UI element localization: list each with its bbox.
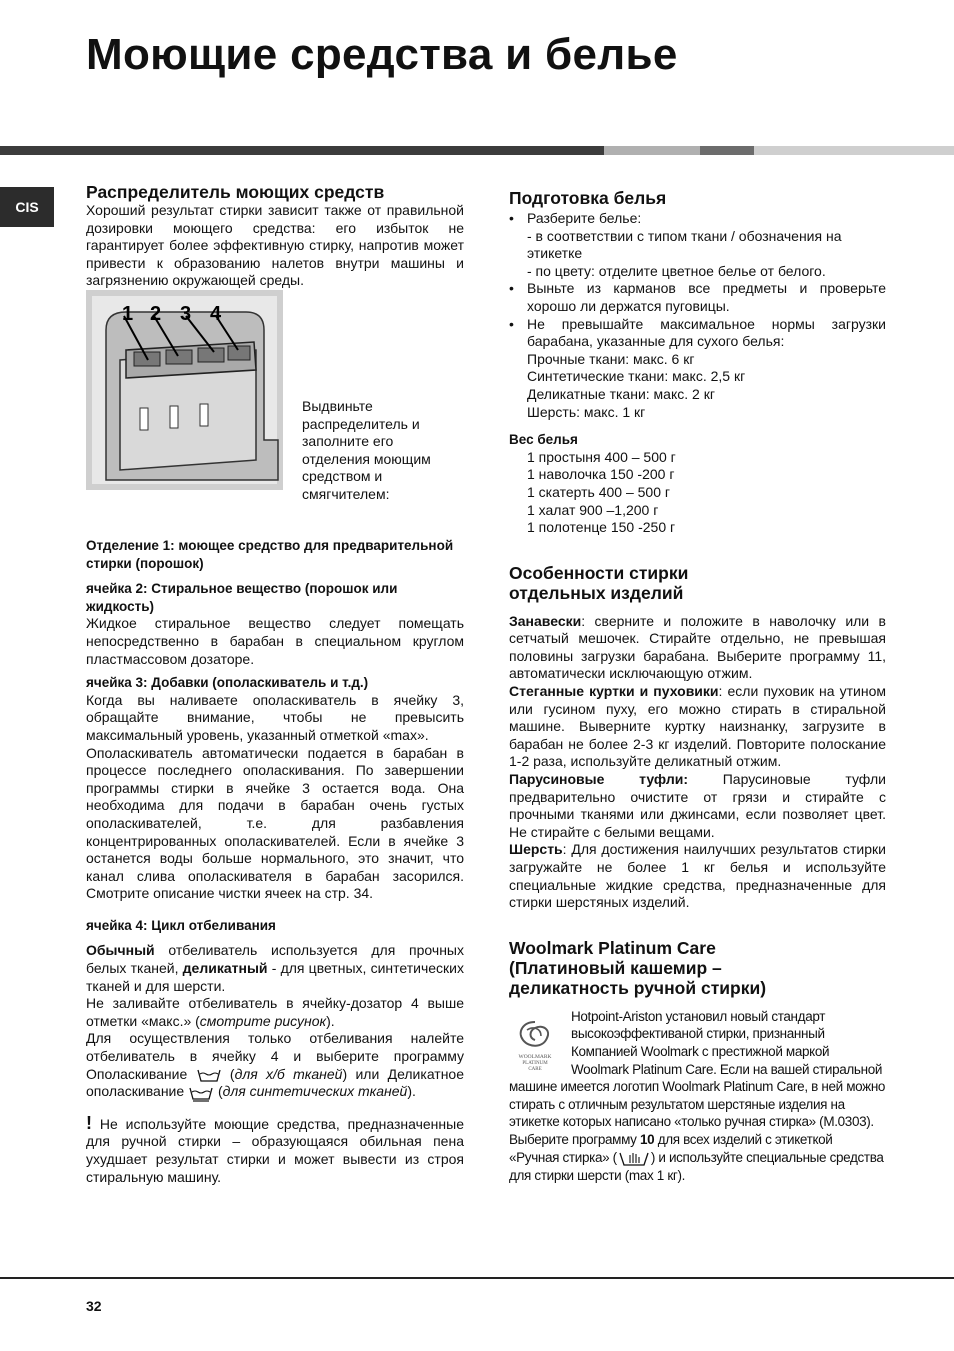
header-bar — [0, 146, 954, 155]
intro-text: Хороший результат стирки зависит также от правильной дозировки моющего средства: его избыток не гарантирует более эффективную стирку, напротив может привести к образованию налетов внутри машины и загрязнению окружающей среды. — [86, 202, 464, 289]
prep-list — [509, 210, 886, 421]
page-title: Моющие средства и белье — [86, 30, 678, 79]
page-number: 32 — [86, 1298, 102, 1314]
curtains-text: Занавески: сверните и положите в наволочку или в сетчатый мешочек. Стирайте отдельно, не превышая половины загрузки барабана. Выберите программу 11, автоматически исключающую отжим. — [509, 612, 886, 682]
figure-label-3: 3 — [180, 303, 192, 325]
woolmark-text: Hotpoint-Ariston установил новый стандарт высокоэффективаной стирки, признанный Компанией Woolmark с престижной маркой Woolmark Platinum Care. Если на вашей стиральной машине имеется логотип Woolmark Platinum Care, в ней можно стирать с отличным результатом шерстяные изделия на этикетке которых написано «только ручная стирка» (M.0303). — [509, 1008, 886, 1130]
dispenser-heading: Распределитель моющих средств — [86, 182, 385, 202]
warning-text: ! Не используйте моющие средства, предназначенные для ручной стирки – образующаяся обильная пена ухудшает результат стирки и может вывести из строя стиральную машину. — [86, 1112, 464, 1185]
comp4-text-3: Для осуществления только отбеливания налейте отбеливатель в ячейку 4 и выберите программу Ополаскивание (для х/б тканей) или Деликатное ополаскивание (для синтетических тканей). — [86, 1030, 465, 1100]
pull-text: Выдвиньте распределитель и заполните его отделения моющим средством и смягчителем: — [302, 398, 431, 502]
comp3-text-1: Когда вы наливаете ополаскиватель в ячейку 3, обращайте внимание, чтобы не превысить максимальный уровень, указанный отметкой «max». — [86, 691, 464, 743]
figure-label-2: 2 — [150, 303, 162, 325]
woolmark-heading: Woolmark Platinum Care (Платиновый кашемир – деликатность ручной стирки) — [509, 937, 767, 998]
jackets-text: Стеганные куртки и пуховики: если пуховик на утином или гусином пуху, его можно стирать в стиральной машине. Выверните куртку наизнанку, загрузите в барабан не более 2-3 кг изделий. Повторите полоскание 1-2 раза, используйте деликатный отжим. — [509, 683, 886, 770]
comp3-heading: ячейка 3: Добавки (ополаскиватель и т.д.) — [86, 675, 369, 691]
list-item: 1 простыня 400 – 500 г — [527, 448, 676, 465]
weight-heading: Вес белья — [509, 432, 578, 448]
comp4-heading: ячейка 4: Цикл отбеливания — [86, 917, 276, 933]
shoes-text: Парусиновые туфли: Парусиновые туфли предварительно очистите от грязи и стирайте с прочными тканями или джинсами, если позволяет цвет. Не стирайте с белыми вещами. — [509, 771, 886, 840]
figure-label-4: 4 — [210, 303, 222, 325]
left-column — [86, 182, 464, 1186]
special-heading: Особенности стирки отдельных изделий — [509, 562, 689, 603]
list-item: 1 скатерть 400 – 500 г — [527, 483, 670, 500]
woolmark-section — [509, 1008, 886, 1185]
svg-text:PLATINUM: PLATINUM — [522, 1060, 548, 1066]
rinse-synthetic-icon — [188, 1085, 214, 1101]
woolmark-program-text: Выберите программу 10 для всех изделий с этикеткой «Ручная стирка» ( ) и используйте специальные средства для стирки шерсти (max 1 кг). — [509, 1131, 884, 1183]
list-item: • Разберите белье: - в соответствии с типом ткани / обозначения на этикетке - по цвету: отделите цветное белье от белого. — [509, 210, 886, 280]
list-item: 1 наволочка 150 -200 г — [527, 466, 675, 483]
list-item: 1 полотенце 150 -250 г — [527, 519, 676, 536]
list-item: • Выньте из карманов все предметы и проверьте хорошо ли держатся пуговицы. — [509, 280, 886, 315]
wool-text: Шерсть: Для достижения наилучших результатов стирки загружайте не более 1 кг белья и используйте специальные жидкие средства, предназначенные для стирки шерстяных изделий. — [509, 841, 886, 911]
dispenser-drawing — [86, 290, 283, 490]
dispenser-section — [86, 202, 464, 502]
comp1-heading: Отделение 1: моющее средство для предварительной стирки (порошок) — [86, 538, 454, 571]
comp2-heading: ячейка 2: Стиральное вещество (порошок или жидкость) — [86, 581, 398, 614]
comp4-text-2: Не заливайте отбеливатель в ячейку-дозатор 4 выше отметки «макс.» (смотрите рисунок). — [86, 995, 464, 1029]
language-tab: CIS — [0, 187, 54, 227]
hand-wash-icon — [617, 1149, 651, 1167]
weight-list — [509, 449, 886, 537]
footer-line — [0, 1277, 954, 1279]
comp4-text-1: Обычный отбеливатель используется для прочных белых тканей, деликатный - для цветных, синтетических тканей и для шерсти. — [86, 942, 464, 994]
dispenser-illustration — [86, 290, 283, 490]
figure-label-1: 1 — [122, 303, 134, 325]
list-item: 1 халат 900 –1,200 г — [527, 501, 659, 518]
comp2-text: Жидкое стиральное вещество следует помещать непосредственно в барабан в специальном круглом пластмассовом дозаторе. — [86, 615, 464, 667]
svg-text:WOOLMARK: WOOLMARK — [518, 1053, 552, 1060]
svg-text:CARE: CARE — [528, 1066, 542, 1072]
warning-icon: ! — [86, 1112, 92, 1133]
right-column — [509, 188, 886, 1185]
list-item: • Не превышайте максимальное нормы загрузки барабана, указанные для сухого белья: Прочные ткани: макс. 6 кг Синтетические ткани: макс. 2,5 кг Деликатные ткани: макс. 2 кг Шерсть: макс. 1 кг — [509, 316, 886, 422]
rinse-cotton-icon — [196, 1067, 222, 1083]
prep-heading: Подготовка белья — [509, 188, 667, 208]
woolmark-logo — [509, 1018, 561, 1074]
comp3-text-2: Ополаскиватель автоматически подается в барабан в процессе последнего ополаскивания. По завершении программы стирки в ячейке 3 остается вода. Она необходима для подачи в барабан очень густых ополаскивателей, т.е. для разбавления концентрированных ополаскивателей. Если в ячейке 3 останется воды больше нормального, это значит, что канал слива ополаскивателя в барабан засорился. Смотрите описание чистки ячеек на стр. 34. — [86, 744, 464, 902]
